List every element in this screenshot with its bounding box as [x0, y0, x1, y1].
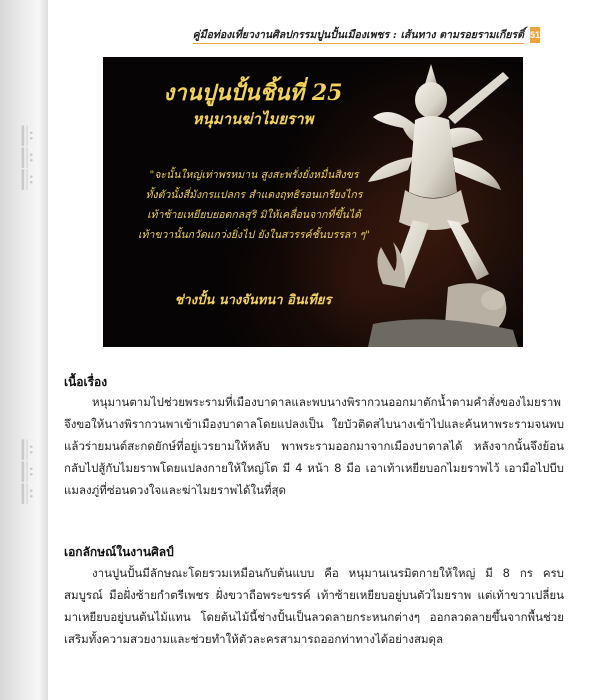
art-text: งานปูนปั้นมีลักษณะโดยรวมเหมือนกับต้นแบบ คือ หนุมานเนรมิตกายให้ใหญ่ มี 8 กร ครบสมบูรณ์ มือฝั่งซ้ายกำตรีเพชร ฝั่งขวาถือพระขรรค์ เท้าซ้ายเหยียบอยู่บนตัวไมยราพ แต่เท้าขวาเปลี่ยนมาเหยียบอยู่บนต้นไม้แทน โดยต้นไม้นี้ช่างปั้นเป็นลวดลายกระหนกต่างๆ ออกลวดลายขึ้นจากพื้นช่วยเสริมทั้งความสวยงามและช่วยทำให้ตัวละครสามารถออกท่าทางได้อย่างสมดุล: [64, 566, 564, 646]
poem-line: ทั้งตัวนั้งสี่มังกรแปลกร สำแดงฤทธิรอนเกรียงไกร: [145, 189, 363, 201]
running-header: [192, 24, 540, 46]
header-title: คู่มือท่องเที่ยวงานศิลปกรรมปูนปั้นเมืองเพชร : เส้นทาง ตามรอยรามเกียรติ์: [193, 26, 524, 44]
page-binding-strip: [0, 0, 48, 700]
photo-title: งานปูนปั้นชิ้นที่ 25: [163, 80, 343, 106]
poem-line: เท้าขวานั้นกวัดแกว่งยิ่งไป ยังในสวรรค์ชั้นบรรลา ๆ": [137, 229, 371, 241]
binding-ornament: 𝄆𝄆𝄆: [14, 439, 44, 505]
sculpture-photo: [103, 57, 523, 347]
poem-line: "จะนั้นใหญ่เท่าพรหมาน สูงสะพรั่งยั่งหมื่นสิงขร: [149, 169, 359, 181]
binding-ornament: 𝄆𝄆𝄆: [14, 125, 44, 191]
page-number: 51: [530, 27, 540, 43]
section-heading-art: เอกลักษณ์ในงานศิลป์: [64, 545, 174, 559]
art-paragraph: [64, 562, 564, 650]
hanuman-statue-figure: [353, 62, 523, 347]
photo-subtitle: หนุมานฆ่าไมยราพ: [192, 110, 314, 128]
section-heading-story: เนื้อเรื่อง: [64, 375, 108, 389]
photo-artist-credit: ช่างปั้น นางจันทนา อินเทียร: [174, 293, 332, 308]
poem-line: เท้าซ้ายเหยียบยอดกลสุริ มิให้เคลื่อนจากที่ขึ้นได้: [147, 209, 361, 221]
story-text: หนุมานตามไปช่วยพระรามที่เมืองบาดาลและพบนางพิรากวนออกมาตักน้ำตามคำสั่งของไมยราพ จึงขอให้นางพิรากวนพาเข้าเมืองบาดาลโดยแปลงเป็น ใยบัวติดสไบนางเข้าไปและค้นหาพระรามจนพบแล้วร่ายมนต์สะกดยักษ์ที่อยู่เวรยามให้หลับ พาพระรามออกมาจากเมืองบาดาลได้ หลังจากนั้นจึงย้อนกลับไปสู้กับไมยราพโดยแปลงกายให้ใหญ่โต มี 4 หน้า 8 มือ เอาเท้าเหยียบอกไมยราพไว้ เอามือไปบีบแมลงภู่ที่ซ่อนดวงใจและฆ่าไมยราพได้ในที่สุด: [64, 395, 564, 497]
story-paragraph: [64, 391, 564, 501]
photo-poem: [119, 165, 389, 245]
